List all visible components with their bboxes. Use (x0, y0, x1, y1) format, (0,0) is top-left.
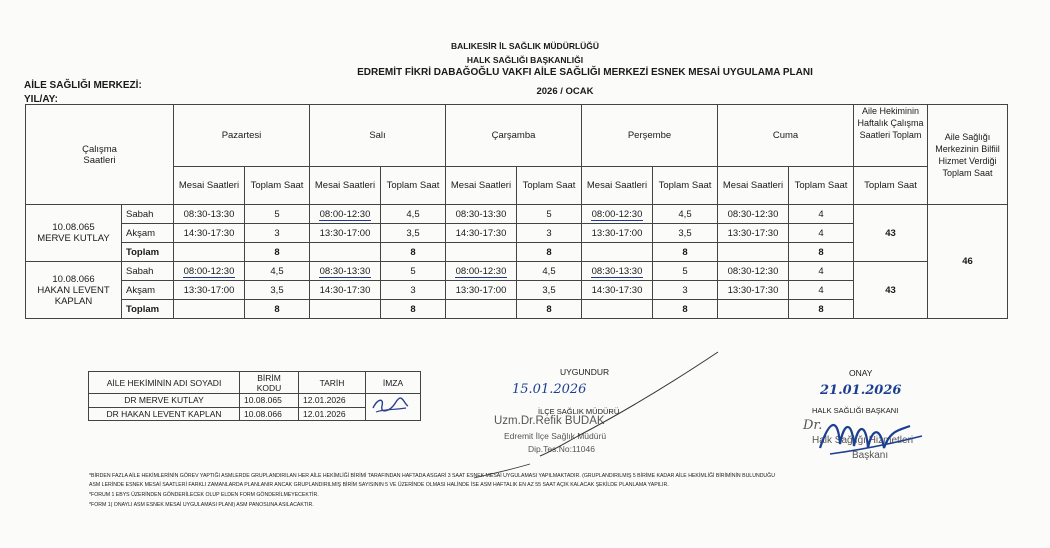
stamp-name: Uzm.Dr.Refik BUDAK (494, 415, 605, 427)
sub-header-toplam: Toplam Saat (789, 167, 854, 205)
mesai-cell (446, 243, 517, 262)
hours-cell: 3,5 (653, 224, 718, 243)
sub-header-toplam: Toplam Saat (517, 167, 582, 205)
stamp-right-dr: Dr. (803, 418, 823, 433)
mesai-cell: 08:30-13:30 (174, 205, 245, 224)
day-header: Salı (310, 105, 446, 167)
mesai-cell: 08:00-12:30 (310, 205, 381, 224)
sig-date: 12.01.2026 (299, 407, 366, 421)
weekly-total-header: Aile Hekiminin Haftalık Çalışma Saatleri Toplam (854, 105, 928, 167)
mesai-cell (310, 243, 381, 262)
mesai-cell (582, 300, 653, 319)
hours-cell: 3,5 (381, 224, 446, 243)
period-label: YIL/AY: (24, 94, 58, 105)
sub-header-mesai: Mesai Saatleri (446, 167, 517, 205)
sig-doctor-name: DR HAKAN LEVENT KAPLAN (89, 407, 240, 421)
header-title: EDREMİT FİKRİ DABAĞOĞLU VAKFI AİLE SAĞLIĞI MERKEZİ ESNEK MESAİ UYGULAMA PLANI (357, 67, 813, 78)
day-total: 8 (789, 243, 854, 262)
mesai-cell: 13:30-17:00 (310, 224, 381, 243)
weekly-total: 43 (854, 262, 928, 319)
approval-middle-role: İLÇE SAĞLIK MÜDÜRÜ (538, 407, 620, 416)
hours-cell: 3 (381, 281, 446, 300)
mesai-cell (174, 243, 245, 262)
day-total: 8 (381, 300, 446, 319)
hours-cell: 4,5 (517, 262, 582, 281)
mesai-cell (446, 300, 517, 319)
hours-cell: 5 (381, 262, 446, 281)
approval-right-role: HALK SAĞLIĞI BAŞKANI (812, 406, 899, 415)
day-total: 8 (653, 243, 718, 262)
hours-cell: 4 (789, 262, 854, 281)
mesai-cell: 14:30-17:30 (174, 224, 245, 243)
doctor-id: 10.08.065 (52, 222, 95, 233)
mesai-cell (582, 243, 653, 262)
hours-cell: 3,5 (517, 281, 582, 300)
sig-unit-code: 10.08.066 (240, 407, 299, 421)
mesai-cell: 08:00-12:30 (446, 262, 517, 281)
day-total: 8 (789, 300, 854, 319)
asm-label: AİLE SAĞLIĞI MERKEZİ: (24, 80, 142, 91)
day-header: Cuma (718, 105, 854, 167)
header-line-2: HALK SAĞLIĞI BAŞKANLIĞI (466, 55, 584, 65)
mesai-cell (310, 300, 381, 319)
footnote: ASM LERİNDE ESNEK MESAİ SAATLERİ FARKLI ZAMANLARDA PLANLANIR ANCAK GRUPLANDIRILMIŞ BİRİM SAYISININ 5 VE ÜZERİNDE OLMASI HALİNDE İSE ASM HAFTALIK EN AZ 55 SAAT AÇIK KALACAK ŞEKİLDE PLANLAMA YAPILIR. (89, 482, 669, 488)
sig-doctor-name: DR MERVE KUTLAY (89, 394, 240, 408)
day-header: Pazartesi (174, 105, 310, 167)
header-line-1: BALIKESİR İL SAĞLIK MÜDÜRLÜĞÜ (450, 41, 600, 51)
hours-cell: 3,5 (245, 281, 310, 300)
schedule-table (25, 104, 1008, 319)
day-total: 8 (381, 243, 446, 262)
row-label-toplam: Toplam (122, 243, 174, 262)
doctor-cell (26, 205, 122, 262)
row-label-sabah: Sabah (122, 205, 174, 224)
billed-hours-header: Aile Sağlığı Merkezinin Bilfiil Hizmet Verdiği Toplam Saat (928, 105, 1008, 205)
sub-header-mesai: Mesai Saatleri (174, 167, 245, 205)
stamp-dip: Dip.Tes.No:11046 (528, 444, 595, 454)
hours-cell: 4 (789, 205, 854, 224)
mesai-cell: 08:30-13:30 (582, 262, 653, 281)
hours-cell: 5 (653, 262, 718, 281)
mesai-cell: 13:30-17:00 (174, 281, 245, 300)
mesai-cell: 13:30-17:00 (582, 224, 653, 243)
mesai-cell: 08:00-12:30 (174, 262, 245, 281)
day-total: 8 (517, 300, 582, 319)
billed-total: 46 (928, 205, 1008, 319)
mesai-cell: 14:30-17:30 (310, 281, 381, 300)
sig-date: 12.01.2026 (299, 394, 366, 408)
mesai-cell: 08:30-13:30 (446, 205, 517, 224)
weekly-total: 43 (854, 205, 928, 262)
row-label-toplam: Toplam (122, 300, 174, 319)
sig-unit-code: 10.08.065 (240, 394, 299, 408)
stamp-title: Edremit İlçe Sağlık Müdürü (504, 431, 607, 441)
mesai-cell: 14:30-17:30 (446, 224, 517, 243)
hours-cell: 3 (517, 224, 582, 243)
approval-middle-date: 15.01.2026 (512, 382, 587, 397)
sub-header-toplam: Toplam Saat (245, 167, 310, 205)
sub-header-toplam: Toplam Saat (653, 167, 718, 205)
day-total: 8 (245, 243, 310, 262)
footnote: *FORM 1( ONAYLI ASM ESNEK MESAİ UYGULAMASI PLANI) ASM PANOSUNA ASILACAKTIR. (89, 502, 314, 508)
mesai-cell: 08:30-13:30 (310, 262, 381, 281)
mesai-cell: 08:30-12:30 (718, 205, 789, 224)
hours-cell: 3 (653, 281, 718, 300)
right-signature-icon (810, 408, 930, 468)
sig-signature-cell (366, 394, 421, 421)
hours-cell: 4 (789, 224, 854, 243)
mesai-cell: 13:30-17:00 (446, 281, 517, 300)
sub-header-mesai: Mesai Saatleri (582, 167, 653, 205)
hours-cell: 4,5 (245, 262, 310, 281)
sig-header-code: BİRİM KODU (240, 372, 299, 394)
approval-right-title: ONAY (849, 368, 873, 378)
doctor-id: 10.08.066 (52, 273, 95, 285)
doctor-name: MERVE KUTLAY (37, 233, 110, 244)
header-period: 2026 / OCAK (536, 86, 594, 97)
footnote: *BİRDEN FAZLA AİLE HEKİMLERİNİN GÖREV YAPTIĞI ASMLERDE GRUPLANDIRILAN HER AİLE HEKİMLİĞİ BİRİMİ TARAFINDAN HAFTADA ASGARİ 3 SAAT ESNEK MESAİ UYGULAMASI YAPILMAKTADIR. (GRUPLANDIRILMIŞ 5 BİRİME KADAR AİLE HEKİMLİĞİ BİRİMİNİN BULUNDUĞU (89, 473, 775, 479)
day-header: Çarşamba (446, 105, 582, 167)
middle-signature-icon (470, 344, 730, 480)
stamp-right-title: Halk Sağlığı Hizmetleri (812, 435, 914, 446)
hours-cell: 4,5 (653, 205, 718, 224)
day-total: 8 (653, 300, 718, 319)
doctor-name: HAKAN LEVENT KAPLAN (37, 284, 110, 307)
hours-cell: 5 (517, 205, 582, 224)
mesai-cell: 13:30-17:30 (718, 224, 789, 243)
mesai-cell (174, 300, 245, 319)
row-label-aksam: Akşam (122, 224, 174, 243)
mesai-cell (718, 300, 789, 319)
stamp-right-title2: Başkanı (852, 450, 889, 461)
sub-header-mesai: Mesai Saatleri (718, 167, 789, 205)
hours-cell: 4,5 (381, 205, 446, 224)
signature-table (88, 371, 421, 421)
sub-header-toplam: Toplam Saat (381, 167, 446, 205)
row-label-aksam: Akşam (122, 281, 174, 300)
approval-right-date: 21.01.2026 (820, 383, 902, 398)
sig-header-date: TARİH (299, 372, 366, 394)
mesai-cell (718, 243, 789, 262)
row-label-sabah: Sabah (122, 262, 174, 281)
hours-cell: 3 (245, 224, 310, 243)
mesai-cell: 08:30-12:30 (718, 262, 789, 281)
handwritten-signature-icon (370, 394, 410, 418)
day-total: 8 (245, 300, 310, 319)
day-header: Perşembe (582, 105, 718, 167)
hours-cell: 4 (789, 281, 854, 300)
mesai-cell: 13:30-17:30 (718, 281, 789, 300)
mesai-cell: 08:00-12:30 (582, 205, 653, 224)
day-total: 8 (517, 243, 582, 262)
corner-header: Çalışma Saatleri (26, 105, 174, 205)
weekly-sub-header: Toplam Saat (854, 167, 928, 205)
hours-cell: 5 (245, 205, 310, 224)
mesai-cell: 14:30-17:30 (582, 281, 653, 300)
sub-header-mesai: Mesai Saatleri (310, 167, 381, 205)
doctor-cell (26, 262, 122, 319)
footnote: *FORUM 1 EBYS ÜZERİNDEN GÖNDERİLECEK OLUP ELDEN FORM GÖNDERİLMEYECEKTİR. (89, 492, 319, 498)
sig-header-signature: İMZA (366, 372, 421, 394)
approval-middle-title: UYGUNDUR (560, 367, 610, 377)
sig-header-name: AİLE HEKİMİNİN ADI SOYADI (89, 372, 240, 394)
